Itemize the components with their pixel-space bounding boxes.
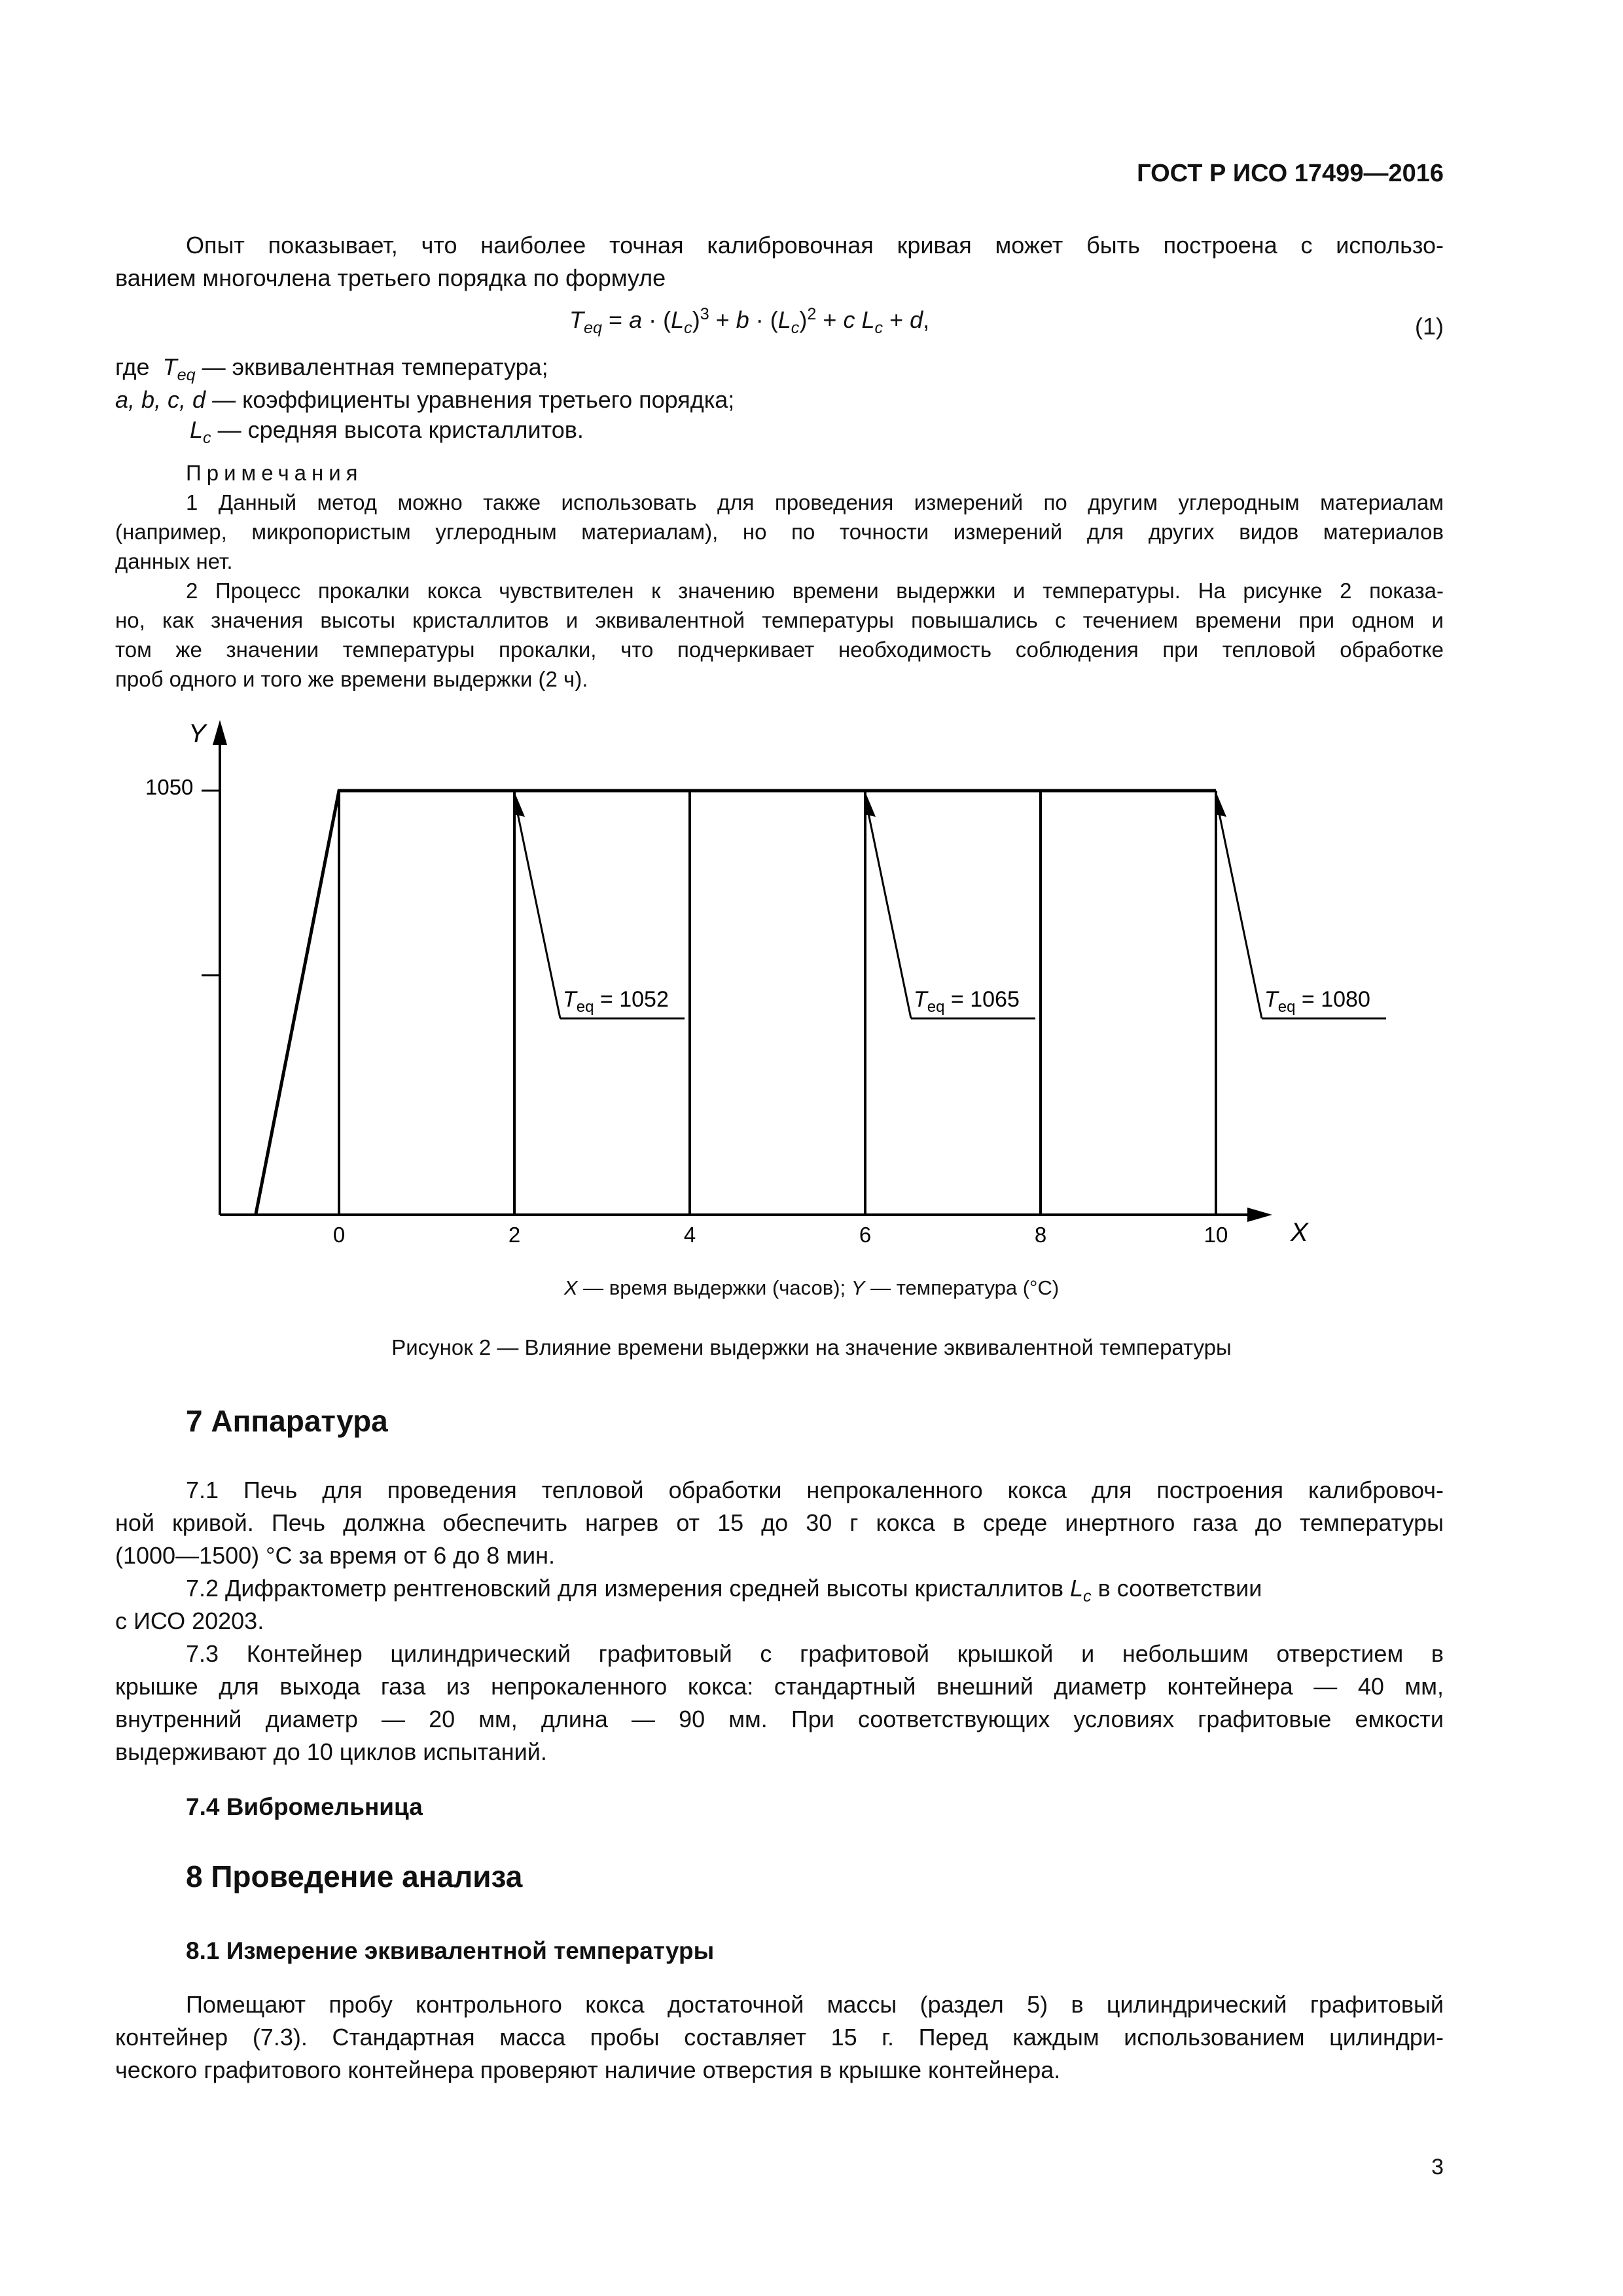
x-tick-label-10: 10	[1204, 1223, 1228, 1247]
p81-line-2: контейнер (7.3). Стандартная масса пробы составляет 15 г. Перед каждым использованием цилиндри-	[115, 2024, 1444, 2051]
annotation-arrowhead-2	[513, 793, 525, 817]
p81-line-3: ческого графитового контейнера проверяют наличие отверстия в крышке контейнера.	[115, 2056, 1061, 2083]
annotation-leader-10	[1219, 810, 1262, 1018]
p73-line-4: выдерживают до 10 циклов испытаний.	[115, 1738, 547, 1765]
x-axis-label: X	[1291, 1218, 1308, 1247]
p71-line-3: (1000—1500) °С за время от 6 до 8 мин.	[115, 1542, 556, 1569]
figure-caption: Рисунок 2 — Влияние времени выдержки на значение эквивалентной температуры	[391, 1335, 1232, 1359]
y-axis-arrow	[213, 720, 227, 745]
annotation-arrowhead-6	[864, 793, 876, 817]
p81-line-1: Помещают пробу контрольного кокса достаточной массы (раздел 5) в цилиндрический графитовый	[186, 1991, 1444, 2018]
x-tick-label-4: 4	[683, 1223, 696, 1247]
p73-line-2: крышке для выхода газа из непрокаленного кокса: стандартный внешний диаметр контейнера — 40 мм,	[115, 1673, 1444, 1700]
section-8-title: 8 Проведение анализа	[186, 1859, 523, 1893]
p71-line-2: ной кривой. Печь должна обеспечить нагрев от 15 до 30 г кокса в среде инертного газа до температуры	[115, 1509, 1444, 1536]
formula-number: (1)	[1415, 313, 1444, 340]
note-2-line-1: 2 Процесс прокалки кокса чувствителен к значению времени выдержки и температуры. На рисунке 2 показа-	[186, 579, 1444, 603]
annotation-label-6: $T_{eq} = 1065$	[914, 987, 1020, 1016]
note-1-line-1: 1 Данный метод можно также использовать для проведения измерений по другим углеродным материалам	[186, 490, 1444, 514]
y-axis-label: Y	[188, 719, 206, 748]
x-tick-label-6: 6	[859, 1223, 872, 1247]
intro-line-1: Опыт показывает, что наиболее точная калибровочная кривая может быть построена с использо-	[186, 232, 1444, 259]
p73-line-3: внутренний диаметр — 20 мм, длина — 90 мм. При соответствующих условиях графитовые емкости	[115, 1706, 1444, 1732]
where-line-1: где $T_{eq}$ — эквивалентная температура;	[115, 353, 548, 385]
note-1-line-2: (например, микропористым углеродным материалам), но по точности измерений для других видов материалов	[115, 520, 1444, 544]
x-tick-label-8: 8	[1034, 1223, 1047, 1247]
section-8-1-heading: 8.1 Измерение эквивалентной температуры	[186, 1937, 715, 1964]
temperature-series-line	[256, 791, 1216, 1215]
x-axis-arrow	[1247, 1208, 1272, 1222]
p71-line-1: 7.1 Печь для проведения тепловой обработки непрокаленного кокса для построения калибровоч-	[186, 1477, 1444, 1503]
x-tick-label-2: 2	[508, 1223, 521, 1247]
formula: $T_{eq} = a \cdot (L_c)^3 + b \cdot (L_c)^2 + c$ $L_c + d$,	[569, 305, 930, 338]
note-2-line-2: но, как значения высоты кристаллитов и эквивалентной температуры повышались с течением времени при одном и	[115, 608, 1444, 632]
p72-line-2: с ИСО 20203.	[115, 1607, 264, 1634]
where-line-3: $L_c$ — средняя высота кристаллитов.	[190, 416, 584, 448]
p73-line-1: 7.3 Контейнер цилиндрический графитовый с графитовой крышкой и небольшим отверстием в	[186, 1640, 1444, 1667]
annotation-label-2: $T_{eq} = 1052$	[563, 987, 669, 1016]
note-2-line-3: том же значении температуры прокалки, что подчеркивает необходимость соблюдения при тепловой обработке	[115, 637, 1444, 662]
section-7-4-heading: 7.4 Вибромельница	[186, 1793, 423, 1820]
page-number: 3	[1431, 2155, 1444, 2179]
annotation-leader-6	[868, 810, 911, 1018]
y-tick-label-1050: 1050	[145, 775, 194, 799]
figure-legend: X — время выдержки (часов); Y — температура (°С)	[563, 1276, 1060, 1299]
annotation-leader-2	[517, 810, 560, 1018]
p72-line-1: 7.2 Дифрактометр рентгеновский для измерения средней высоты кристаллитов $L_c$ в соответствии	[186, 1575, 1262, 1606]
note-2-line-4: проб одного и того же времени выдержки (2 ч).	[115, 667, 588, 691]
annotation-label-10: $T_{eq} = 1080$	[1264, 987, 1370, 1016]
note-1-line-3: данных нет.	[115, 549, 233, 573]
section-7-title: 7 Аппаратура	[186, 1404, 388, 1438]
x-tick-label-0: 0	[332, 1223, 346, 1247]
annotation-arrowhead-10	[1215, 793, 1226, 817]
document-code: ГОСТ Р ИСО 17499—2016	[1137, 160, 1444, 187]
intro-line-2: ванием многочлена третьего порядка по формуле	[115, 264, 666, 291]
notes-title: Примечания	[186, 461, 363, 485]
where-line-2: a, b, c, d — коэффициенты уравнения третьего порядка;	[115, 386, 735, 413]
